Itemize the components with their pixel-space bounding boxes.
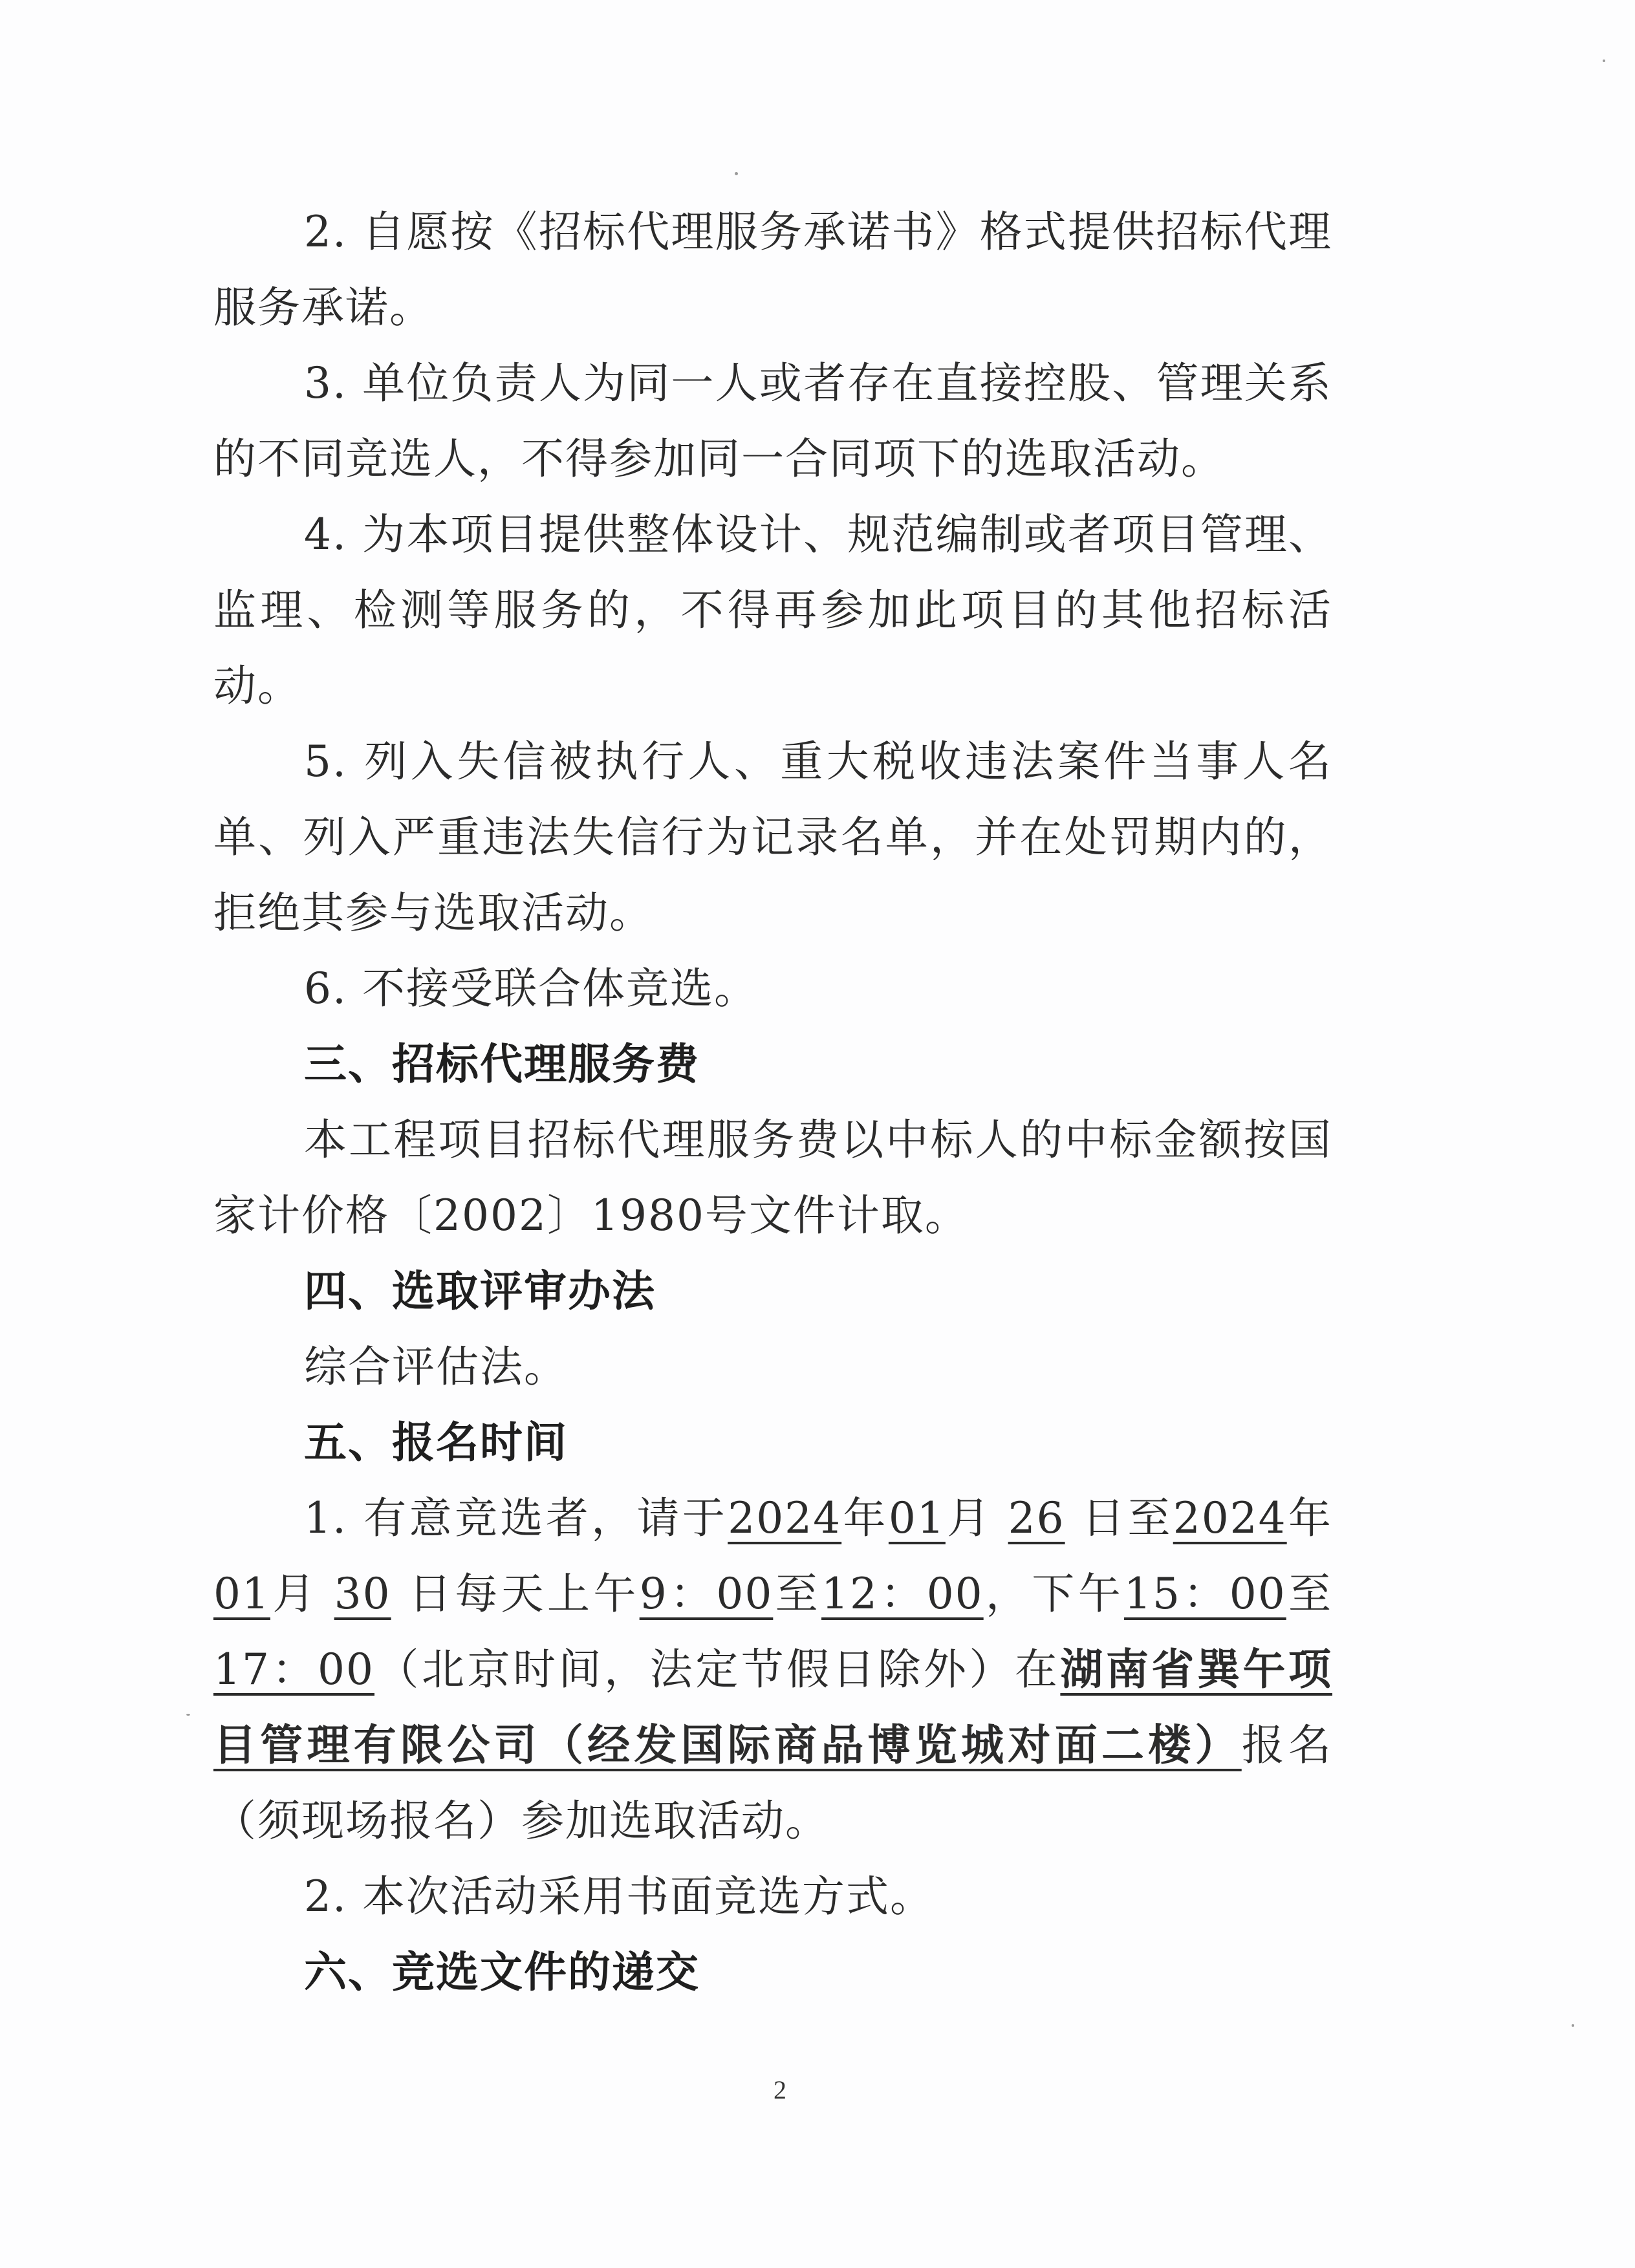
section-3-heading: 三、招标代理服务费: [304, 1039, 700, 1089]
month-char-2: 月: [270, 1569, 319, 1619]
start-day: 26: [1008, 1493, 1065, 1543]
am-start: 9：00: [639, 1569, 774, 1619]
scan-speck: [735, 172, 738, 175]
time-note: （北京时间，法定节假日除外）在: [374, 1645, 1061, 1694]
item-4-paragraph: 4. 为本项目提供整体设计、规范编制或者项目管理、监理、检测等服务的，不得再参加此项目的其他招标活动。: [213, 510, 1332, 711]
section-4-heading: 四、选取评审办法: [304, 1266, 656, 1316]
am-end: 12：00: [821, 1569, 984, 1619]
scan-speck: [1603, 59, 1605, 62]
pm-end: 17：00: [213, 1645, 375, 1694]
section-6-heading: 六、竞选文件的递交: [304, 1947, 700, 1997]
item-6-paragraph: 6. 不接受联合体竞选。: [304, 964, 758, 1013]
to-char-2: 至: [1286, 1569, 1333, 1619]
item-3-paragraph: 3. 单位负责人为同一人或者存在直接控股、管理关系的不同竞选人，不得参加同一合同项下的选取活动。: [213, 358, 1332, 484]
end-year: 2024: [1173, 1493, 1287, 1543]
start-month: 01: [888, 1493, 946, 1543]
daily-label: 日每天上午: [406, 1569, 640, 1619]
document-body: [213, 194, 1332, 2010]
year-char: 年: [841, 1493, 889, 1543]
pm-start: 15：00: [1124, 1569, 1286, 1619]
registration-paragraph: [213, 1480, 1332, 1859]
to-char: 至: [773, 1569, 822, 1619]
registration-prefix: 1. 有意竞选者，请于: [304, 1493, 728, 1543]
scan-speck: [1572, 2024, 1574, 2027]
section-5-heading: 五、报名时间: [304, 1418, 568, 1467]
end-day: 30: [334, 1569, 391, 1619]
competition-method: 2. 本次活动采用书面竞选方式。: [304, 1872, 934, 1921]
start-year: 2024: [728, 1493, 842, 1543]
section-3-body: 本工程项目招标代理服务费以中标人的中标金额按国家计价格〔2002〕1980号文件计取。: [213, 1115, 1332, 1240]
item-5-paragraph: 5. 列入失信被执行人、重大税收违法案件当事人名单、列入严重违法失信行为记录名单，并在处罚期内的，拒绝其参与选取活动。: [213, 737, 1332, 938]
year-char-2: 年: [1286, 1493, 1333, 1543]
month-char: 月: [945, 1493, 993, 1543]
section-4-body: 综合评估法。: [304, 1342, 568, 1392]
pm-label: ，下午: [983, 1569, 1125, 1619]
end-day-field: [319, 1569, 407, 1619]
start-day-field: [993, 1493, 1081, 1543]
end-month: 01: [213, 1569, 270, 1619]
item-2-paragraph: 2. 自愿按《招标代理服务承诺书》格式提供招标代理服务承诺。: [213, 207, 1332, 332]
scan-speck: [186, 1714, 190, 1716]
registration-location: 湖南省巽午项目管理有限公司（经发国际商品博览城对面二楼）: [213, 1645, 1333, 1770]
day-to: 日至: [1080, 1493, 1173, 1543]
registration-suffix: 报名（须现场报名）参加选取活动。: [213, 1720, 1333, 1846]
page-number: 2: [774, 2075, 786, 2104]
